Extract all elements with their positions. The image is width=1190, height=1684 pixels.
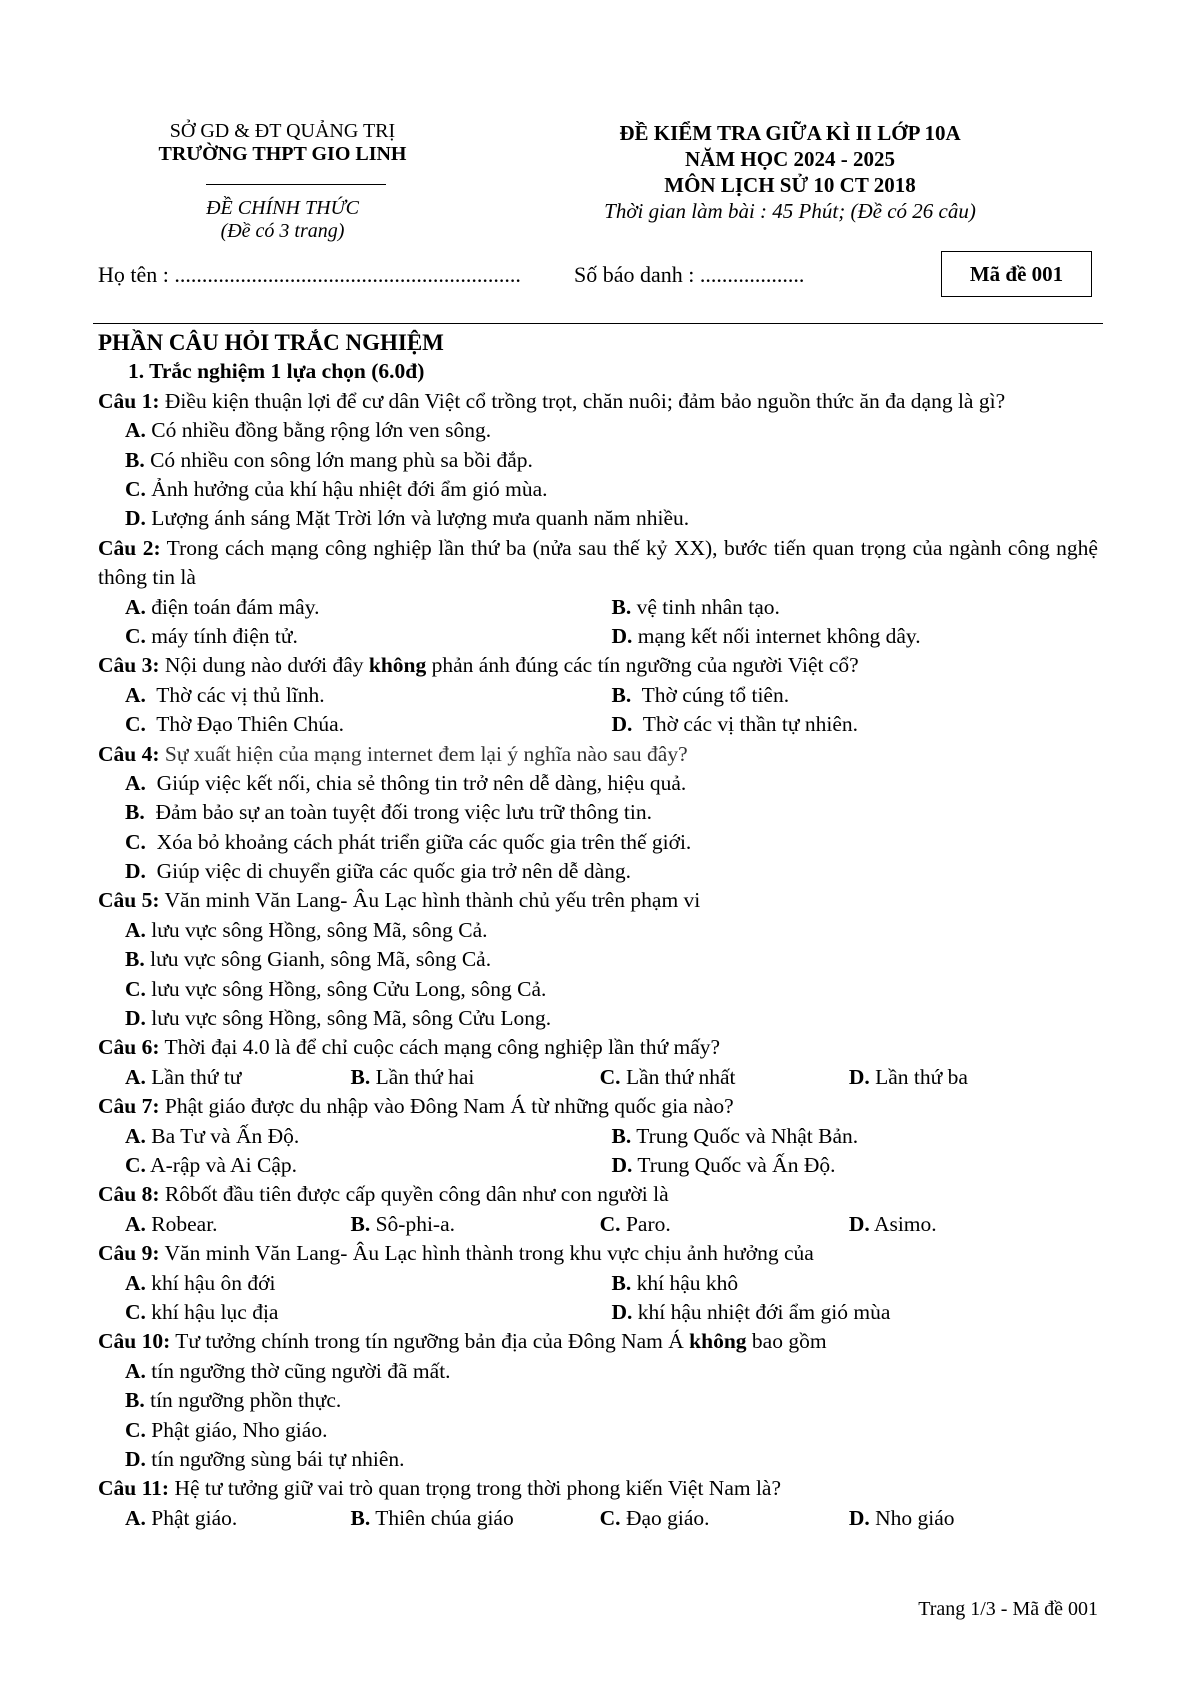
options-row — [98, 1210, 1098, 1239]
header-divider — [206, 184, 386, 185]
options-row — [98, 1269, 1098, 1298]
option-b: B. vệ tinh nhân tạo. — [611, 594, 780, 619]
option-a: A. điện toán đám mây. — [125, 594, 320, 619]
option-a: A. khí hậu ôn đới — [125, 1270, 276, 1295]
option-a: A. Có nhiều đồng bằng rộng lớn ven sông. — [125, 418, 492, 443]
option-b: B. Lần thứ hai — [350, 1064, 475, 1089]
option-b: B. Sô-phi-a. — [350, 1211, 455, 1236]
official-label: ĐỀ CHÍNH THỨC — [206, 197, 359, 219]
option-d: D. Giúp việc di chuyển giữa các quốc gia trở nên dễ dàng. — [125, 859, 632, 884]
subsection-title: 1. Trắc nghiệm 1 lựa chọn (6.0đ) — [128, 359, 425, 384]
question-label: Câu 1: — [98, 388, 160, 413]
options-row — [98, 681, 1098, 710]
option-d: D. Asimo. — [848, 1211, 937, 1236]
options-row — [98, 622, 1098, 651]
option-c: C. Paro. — [599, 1211, 671, 1236]
exam-title: ĐỀ KIỂM TRA GIỮA KÌ II LỚP 10A — [619, 121, 961, 145]
option-b: B. Thờ cúng tổ tiên. — [611, 682, 790, 707]
options-row — [98, 1063, 1098, 1092]
page-count: (Đề có 3 trang) — [220, 220, 345, 242]
option-c: C. Xóa bỏ khoảng cách phát triển giữa các quốc gia trên thế giới. — [125, 829, 692, 854]
school-year: NĂM HỌC 2024 - 2025 — [685, 147, 895, 171]
option-c: C. Đạo giáo. — [599, 1505, 710, 1530]
candidate-number-field: Số báo danh : ................... — [574, 262, 805, 287]
question-2 — [98, 534, 1098, 593]
question-text: Điều kiện thuận lợi để cư dân Việt cổ trồng trọt, chăn nuôi; đảm bảo nguồn thức ăn đa dạng là gì? — [159, 388, 1006, 413]
student-info-row — [98, 262, 805, 288]
name-field: Họ tên : ............................................................... — [98, 262, 521, 287]
options-row — [98, 593, 1098, 622]
section-divider — [93, 323, 1103, 324]
question-label: Câu 2: — [98, 535, 161, 560]
subject-title: MÔN LỊCH SỬ 10 CT 2018 — [664, 173, 916, 197]
question-1 — [98, 387, 1098, 416]
time-info: Thời gian làm bài : 45 Phút; (Đề có 26 câu) — [604, 199, 976, 223]
option-a: A. tín ngưỡng thờ cũng người đã mất. — [125, 1358, 451, 1383]
option-b: B. Đảm bảo sự an toàn tuyệt đối trong việc lưu trữ thông tin. — [125, 800, 652, 825]
options-row — [98, 1151, 1098, 1180]
options-row — [98, 1298, 1098, 1327]
option-d: D. Thờ các vị thần tự nhiên. — [611, 712, 859, 737]
option-d: D. Lượng ánh sáng Mặt Trời lớn và lượng mưa quanh năm nhiều. — [125, 506, 690, 531]
option-d: D. mạng kết nối internet không dây. — [611, 623, 921, 648]
option-b: B. Thiên chúa giáo — [350, 1505, 514, 1530]
section-title: PHẦN CÂU HỎI TRẮC NGHIỆM — [98, 330, 444, 355]
option-a: A. lưu vực sông Hồng, sông Mã, sông Cả. — [125, 917, 488, 942]
option-d: D. Lần thứ ba — [848, 1064, 968, 1089]
header-right — [560, 120, 1020, 224]
options-row — [98, 1504, 1098, 1533]
option-c: C. Phật giáo, Nho giáo. — [125, 1417, 328, 1442]
option-d: D. khí hậu nhiệt đới ẩm gió mùa — [611, 1299, 891, 1324]
option-a: A. Giúp việc kết nối, chia sẻ thông tin trở nên dễ dàng, hiệu quả. — [125, 770, 687, 795]
options-row — [98, 710, 1098, 739]
option-b: B. tín ngưỡng phồn thực. — [125, 1388, 342, 1413]
option-c: C. Ảnh hưởng của khí hậu nhiệt đới ẩm gió mùa. — [125, 476, 548, 501]
official-block — [145, 197, 420, 243]
option-c: C. máy tính điện tử. — [125, 623, 298, 648]
question-7: Câu 7: Phật giáo được du nhập vào Đông Nam Á từ những quốc gia nào? — [98, 1094, 734, 1119]
option-c: C. lưu vực sông Hồng, sông Cửu Long, sông Cả. — [125, 976, 547, 1001]
header-left — [145, 120, 420, 166]
question-3: Câu 3: Nội dung nào dưới đây không phản ánh đúng các tín ngưỡng của người Việt cổ? — [98, 653, 859, 678]
option-d: D. Nho giáo — [848, 1505, 955, 1530]
option-d: D. lưu vực sông Hồng, sông Mã, sông Cửu Long. — [125, 1006, 552, 1031]
school-name: TRƯỜNG THPT GIO LINH — [158, 143, 407, 165]
question-list — [98, 328, 1098, 1533]
question-10: Câu 10: Tư tưởng chính trong tín ngưỡng bản địa của Đông Nam Á không bao gồm — [98, 1329, 827, 1354]
option-c: C. Thờ Đạo Thiên Chúa. — [125, 712, 344, 737]
option-c: C. khí hậu lục địa — [125, 1299, 279, 1324]
options-row — [98, 1122, 1098, 1151]
option-a: A. Lần thứ tư — [125, 1064, 242, 1089]
option-c: C. A-rập và Ai Cập. — [125, 1152, 297, 1177]
option-d: D. Trung Quốc và Ấn Độ. — [611, 1152, 836, 1177]
option-a: A. Thờ các vị thủ lĩnh. — [125, 682, 325, 707]
question-8: Câu 8: Rôbốt đầu tiên được cấp quyền công dân như con người là — [98, 1182, 669, 1207]
option-a: A. Robear. — [125, 1211, 218, 1236]
option-b: B. khí hậu khô — [611, 1270, 739, 1295]
page-footer: Trang 1/3 - Mã đề 001 — [918, 1598, 1098, 1620]
question-5: Câu 5: Văn minh Văn Lang- Âu Lạc hình thành chủ yếu trên phạm vi — [98, 888, 701, 913]
option-c: C. Lần thứ nhất — [599, 1064, 736, 1089]
option-d: D. tín ngưỡng sùng bái tự nhiên. — [125, 1446, 405, 1471]
option-b: B. lưu vực sông Gianh, sông Mã, sông Cả. — [125, 947, 492, 972]
department: SỞ GD & ĐT QUẢNG TRỊ — [169, 120, 396, 142]
option-a: A. Ba Tư và Ấn Độ. — [125, 1123, 300, 1148]
question-6: Câu 6: Thời đại 4.0 là để chỉ cuộc cách mạng công nghiệp lần thứ mấy? — [98, 1035, 721, 1060]
option-b: B. Có nhiều con sông lớn mang phù sa bồi đắp. — [125, 447, 533, 472]
exam-code-box: Mã đề 001 — [941, 251, 1092, 297]
question-9: Câu 9: Văn minh Văn Lang- Âu Lạc hình thành trong khu vực chịu ảnh hưởng của — [98, 1241, 814, 1266]
question-11: Câu 11: Hệ tư tưởng giữ vai trò quan trọng trong thời phong kiến Việt Nam là? — [98, 1476, 782, 1501]
question-text: Trong cách mạng công nghiệp lần thứ ba (nửa sau thế kỷ XX), bước tiến quan trọng của ngành công nghệ thông tin là — [98, 535, 1098, 590]
option-b: B. Trung Quốc và Nhật Bản. — [611, 1123, 859, 1148]
option-a: A. Phật giáo. — [125, 1505, 238, 1530]
question-4: Câu 4: Sự xuất hiện của mạng internet đem lại ý nghĩa nào sau đây? — [98, 741, 688, 766]
